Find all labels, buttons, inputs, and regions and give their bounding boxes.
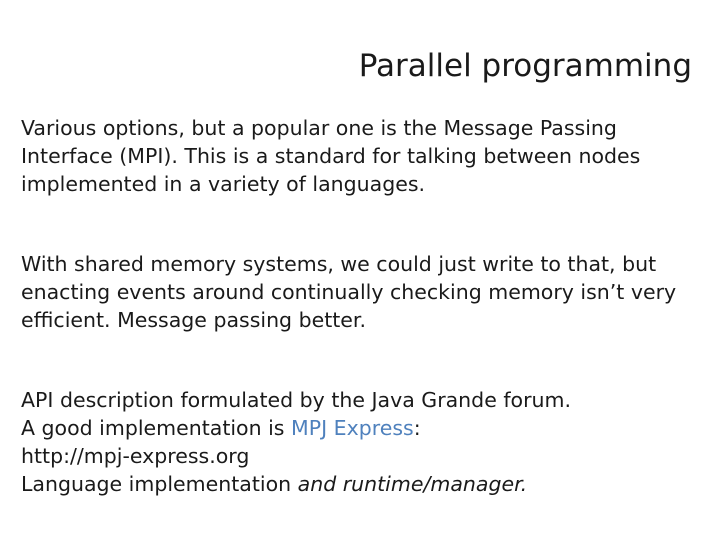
implementation-line (21, 414, 701, 442)
paragraph-api-description (21, 386, 701, 498)
api-description-text: API description formulated by the Java Grande forum. (21, 388, 571, 412)
slide-title: Parallel programming (358, 48, 692, 84)
mpj-express-link[interactable]: MPJ Express (291, 416, 414, 440)
language-prefix: Language implementation (21, 472, 298, 496)
api-description-line (21, 386, 701, 414)
implementation-prefix: A good implementation is (21, 416, 292, 440)
language-italic-text: and runtime/manager. (297, 472, 528, 496)
language-line (21, 470, 701, 498)
paragraph-mpi-intro: Various options, but a popular one is the Message Passing Interface (MPI). This is a standard for talking between nodes implemented in a variety of languages. (21, 116, 641, 196)
url-line (21, 442, 701, 470)
implementation-suffix: : (413, 416, 421, 440)
mpj-express-url: http://mpj-express.org (21, 444, 250, 468)
paragraph-shared-memory: With shared memory systems, we could just write to that, but enacting events around continually checking memory isn’t very efficient. Message passing better. (21, 252, 677, 332)
